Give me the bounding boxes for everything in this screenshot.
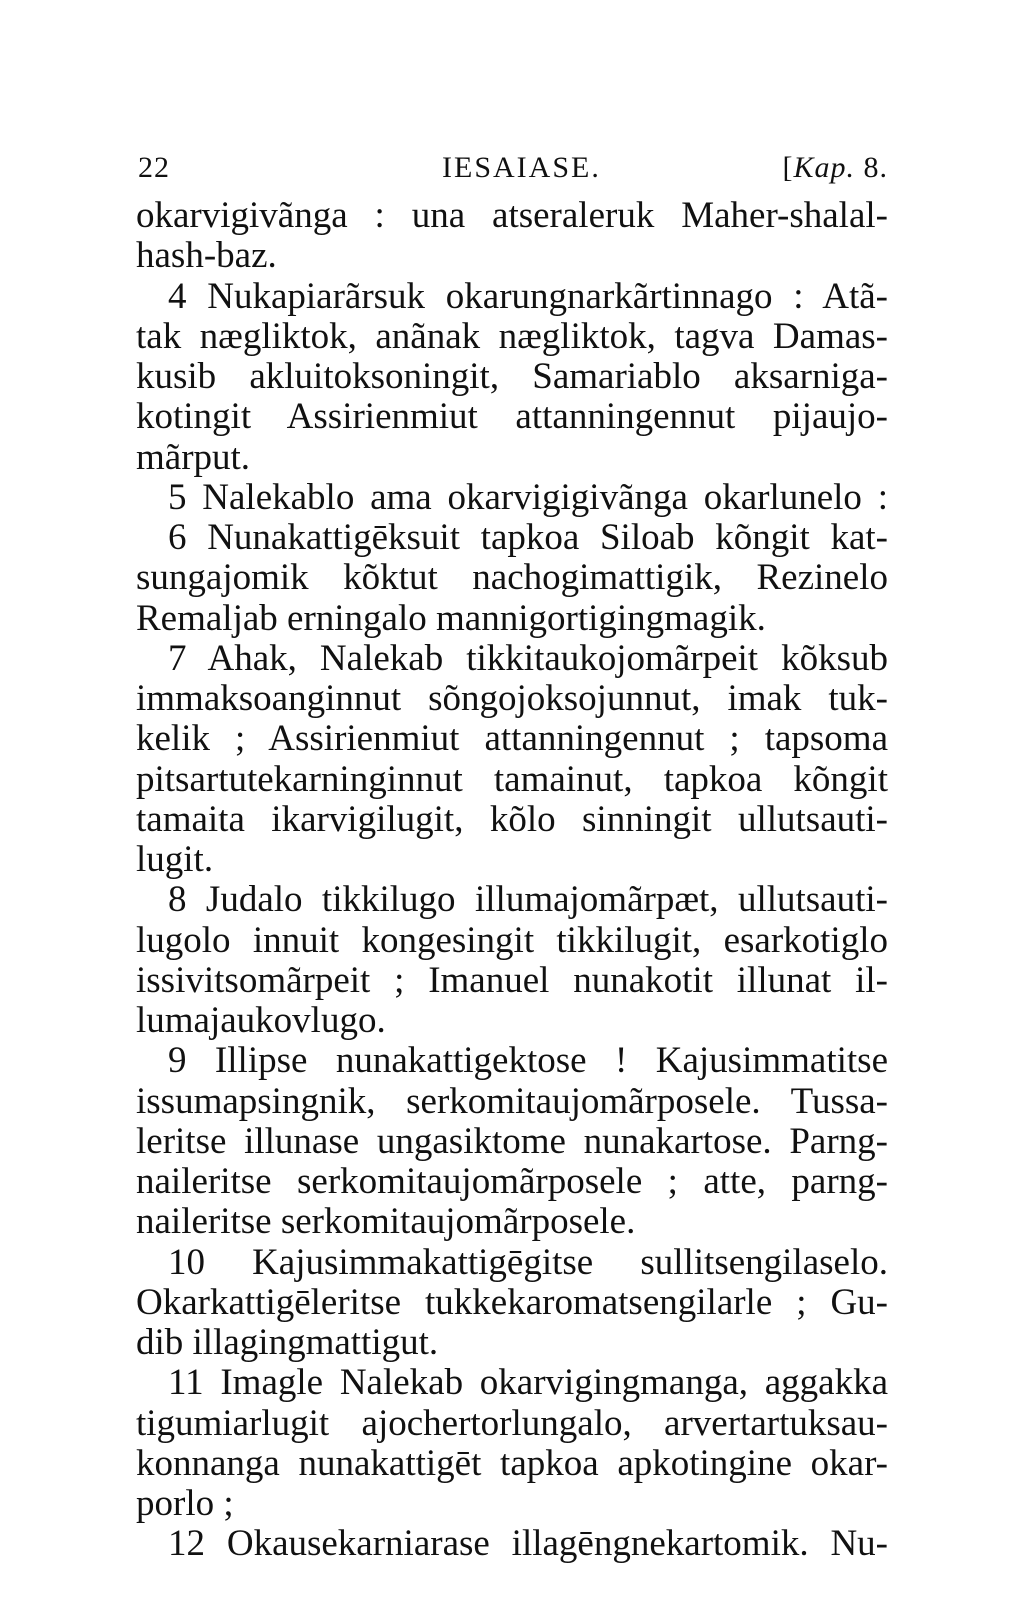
text-line: tigumiarlugit ajochertorlungalo, arvertartuksau- xyxy=(136,1402,888,1444)
text-line: issumapsingnik, serkomitaujomãrposele. Tussa- xyxy=(136,1080,888,1122)
text-line: leritse illunase ungasiktome nunakartose. Parng- xyxy=(136,1120,888,1162)
text-line: okarvigivãnga : una atseraleruk Maher-shalal- xyxy=(136,195,888,236)
text-line: immaksoanginnut sõngojoksojunnut, imak tuk- xyxy=(136,678,888,719)
chapter-reference: [Kap. 8. xyxy=(782,151,888,184)
text-line: kotingit Assirienmiut attanningennut pijaujo- xyxy=(136,396,888,438)
text-line: lugit. xyxy=(136,839,214,880)
text-line: tak nægliktok, anãnak nægliktok, tagva Damas- xyxy=(136,315,888,357)
text-line: Okarkattigēleritse tukkekaromatsengilarle ; Gu- xyxy=(136,1281,888,1323)
text-line: lugolo innuit kongesingit tikkilugit, esarkotiglo xyxy=(136,919,888,961)
text-line: tamaita ikarvigilugit, kõlo sinningit ullutsauti- xyxy=(136,798,888,840)
text-line: lumajaukovlugo. xyxy=(136,1000,386,1041)
text-line: pitsartutekarninginnut tamainut, tapkoa kõngit xyxy=(136,758,888,800)
verse-line: 4 Nukapiarãrsuk okarungnarkãrtinnago : Atã- xyxy=(168,275,888,317)
page-number: 22 xyxy=(138,151,170,184)
text-line: hash-baz. xyxy=(136,235,277,277)
text-line: konnanga nunakattigēt tapkoa apkotingine okar- xyxy=(136,1442,888,1484)
text-line: mãrput. xyxy=(136,436,251,478)
text-line: kusib akluitoksoningit, Samariablo aksarniga- xyxy=(136,356,888,397)
verse-line: 5 Nalekablo ama okarvigigivãnga okarlunelo : xyxy=(168,476,888,518)
text-line: kelik ; Assirienmiut attanningennut ; tapsoma xyxy=(136,718,888,760)
text-line: porlo ; xyxy=(136,1483,234,1524)
text-line: naileritse serkomitaujomãrposele. xyxy=(136,1201,636,1243)
verse-line: 6 Nunakattigēksuit tapkoa Siloab kõngit kat- xyxy=(168,517,888,558)
text-line: issivitsomãrpeit ; Imanuel nunakotit illunat il- xyxy=(136,959,888,1001)
text-body xyxy=(136,196,888,1565)
verse-line: 11 Imagle Nalekab okarvigingmanga, aggakka xyxy=(168,1362,888,1404)
text-line: naileritse serkomitaujomãrposele ; atte, parng- xyxy=(136,1161,888,1202)
verse-line: 10 Kajusimmakattigēgitse sullitsengilaselo. xyxy=(168,1241,888,1283)
text-line: Remaljab erningalo mannigortigingmagik. xyxy=(136,597,766,639)
running-header xyxy=(138,146,888,190)
verse-line: 8 Judalo tikkilugo illumajomãrpæt, ullutsauti- xyxy=(168,879,888,921)
verse-line: 7 Ahak, Nalekab tikkitaukojomãrpeit kõksub xyxy=(168,637,888,679)
text-line: dib illagingmattigut. xyxy=(136,1322,439,1363)
text-line: sungajomik kõktut nachogimattigik, Rezinelo xyxy=(136,557,888,599)
verse-line: 9 Illipse nunakattigektose ! Kajusimmatitse xyxy=(168,1040,888,1082)
running-title: IESAIASE. xyxy=(442,151,601,184)
verse-line: 12 Okausekarniarase illagēngnekartomik. Nu- xyxy=(168,1523,888,1565)
